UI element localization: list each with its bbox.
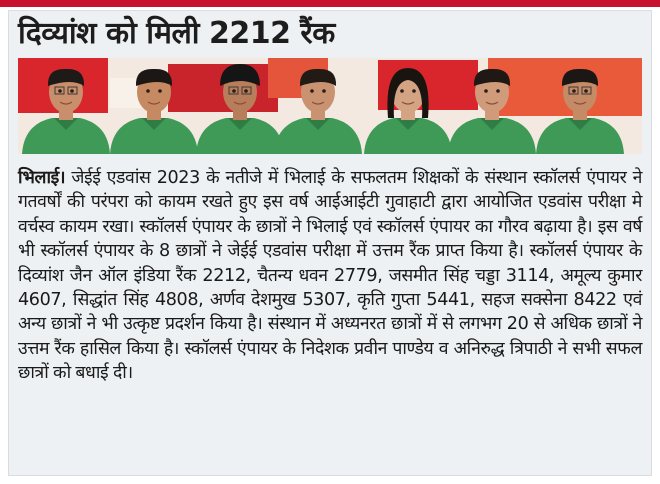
top-accent-bar xyxy=(0,0,660,7)
student-eye-left xyxy=(400,89,404,93)
student-eye-left xyxy=(484,89,488,93)
student-eye-right xyxy=(322,89,326,93)
student-eye-left xyxy=(146,89,150,93)
student-eye-left xyxy=(310,89,314,93)
student-eye-left xyxy=(572,89,576,93)
article-dateline: भिलाई। xyxy=(18,168,66,188)
group-photo-illustration xyxy=(18,58,642,154)
student-eye-left xyxy=(232,89,236,93)
red-banner-mid-left xyxy=(168,64,278,112)
student-eye-left xyxy=(58,89,62,93)
student-eye-right xyxy=(584,89,588,93)
student-eye-right xyxy=(158,89,162,93)
headline: दिव्यांश को मिली 2212 रैंक xyxy=(18,16,335,51)
group-photo xyxy=(18,58,642,154)
article-text: जेईई एडवांस 2023 के नतीजे में भिलाई के सफलतम शिक्षकों के संस्थान स्कॉलर्स एंपायर ने गतवर्षों की परंपरा को कायम रखते हुए इस वर्ष आईआईटी गुवाहाटी द्वारा आयोजित एडवांस परीक्षा मे वर्चस्व कायम रखा। स्कॉलर्स एंपायर के छात्रों ने भिलाई एवं स्कॉलर्स एंपायर का गौरव बढ़ाया है। इस वर्ष भी स्कॉलर्स एंपायर के 8 छात्रों ने जेईई एडवांस परीक्षा में उत्तम रैंक प्राप्त किया है। स्कॉलर्स एंपायर के दिव्यांश जैन ऑल इंडिया रैंक 2212, चैतन्य धवन 2779, जसमीत सिंह चड्डा 3114, अमूल्य कुमार 4607, सिद्धांत सिंह 4808, अर्णव देशमुख 5307, कृति गुप्ता 5441, सहज सक्सेना 8422 एवं अन्य छात्रों ने भी उत्कृष्ट प्रदर्शन किया है। संस्थान में अध्यनरत छात्रों में से लगभग 20 से अधिक छात्रों ने उत्तम रैंक हासिल किया है। स्कॉलर्स एंपायर के निदेशक प्रवीन पाण्डेय व अनिरुद्ध त्रिपाठी ने सभी सफल छात्रों को बधाई दी। xyxy=(18,168,642,384)
student-eye-right xyxy=(70,89,74,93)
student-eye-right xyxy=(244,89,248,93)
article-body xyxy=(18,166,642,386)
student-eye-right xyxy=(412,89,416,93)
student-eye-right xyxy=(496,89,500,93)
